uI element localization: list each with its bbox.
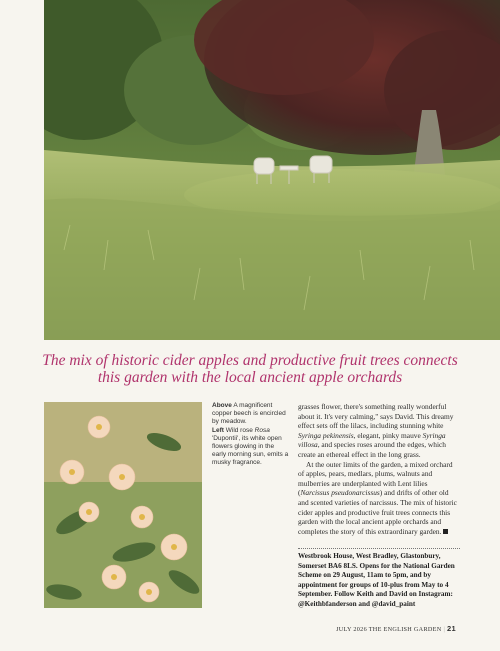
- caption-text-left-2: , its white open flowers glowing in the early morning sun, emits a musky fragrance.: [212, 434, 289, 467]
- caption-cultivar: 'Dupontii': [212, 434, 239, 442]
- species-name: Syringa villosa: [298, 430, 446, 450]
- body-text: grasses flower, there's something really wonderful about it. It's very calming," says David. This dreamy effect sets off the lilacs, including stunning white: [298, 402, 454, 431]
- species-name: Syringa pekinensis: [298, 430, 354, 440]
- caption-text-left-1: Wild rose: [225, 426, 253, 434]
- species-name: Narcissus pseudonarcissus: [300, 488, 380, 498]
- pull-quote: The mix of historic cider apples and productive fruit trees connects this garden with the local ancient apple orchards: [42, 352, 458, 386]
- dotted-divider: [298, 548, 460, 549]
- caption-label-left: Left: [212, 426, 224, 434]
- body-paragraph-1: [298, 402, 460, 460]
- body-paragraph-2: [298, 460, 460, 537]
- magazine-name: THE ENGLISH GARDEN: [368, 626, 442, 633]
- body-text: At the outer limits of the garden, a mixed orchard of apples, pears, medlars, plums, walnuts and mulberries are underplanted with Lent lilies (: [298, 459, 453, 498]
- folio-separator: |: [443, 626, 446, 633]
- issue-date: JULY 2026: [336, 626, 367, 633]
- rose-illustration: [44, 402, 202, 608]
- body-text: ) and drifts of other old and scented varieties of narcissus. The mix of historic cider apples and productive fruit trees connects this garden with the local ancient apple orchards and completes the story of this extraordinary garden.: [298, 488, 457, 536]
- page-folio: [336, 624, 456, 633]
- photo-caption: [212, 402, 290, 468]
- body-text: , and species roses around the edges, which create an ethereal effect in the long grass.: [298, 440, 446, 459]
- meadow-illustration: [44, 0, 500, 340]
- caption-species: Rosa: [254, 426, 270, 434]
- rose-photo-rosa-dupontii: [44, 402, 202, 608]
- visit-information: Westbrook House, West Bradley, Glastonbury, Somerset BA6 8LS. Opens for the National Garden Scheme on 29 August, 11am to 5pm, and by appointment for groups of 10-plus from May to 4 September. Follow Keith and David on Instagram: @Keithbfanderson and @david_paint: [298, 552, 455, 608]
- body-text: , elegant, pinky mauve: [353, 430, 421, 440]
- hero-photo-copper-beech-meadow: [44, 0, 500, 340]
- page-number: 21: [447, 624, 456, 633]
- end-of-article-mark: [443, 529, 448, 534]
- caption-label-above: Above: [212, 402, 232, 409]
- body-text-column: [298, 402, 460, 536]
- caption-text-above: A magnificent copper beech is encircled by meadow.: [212, 402, 286, 426]
